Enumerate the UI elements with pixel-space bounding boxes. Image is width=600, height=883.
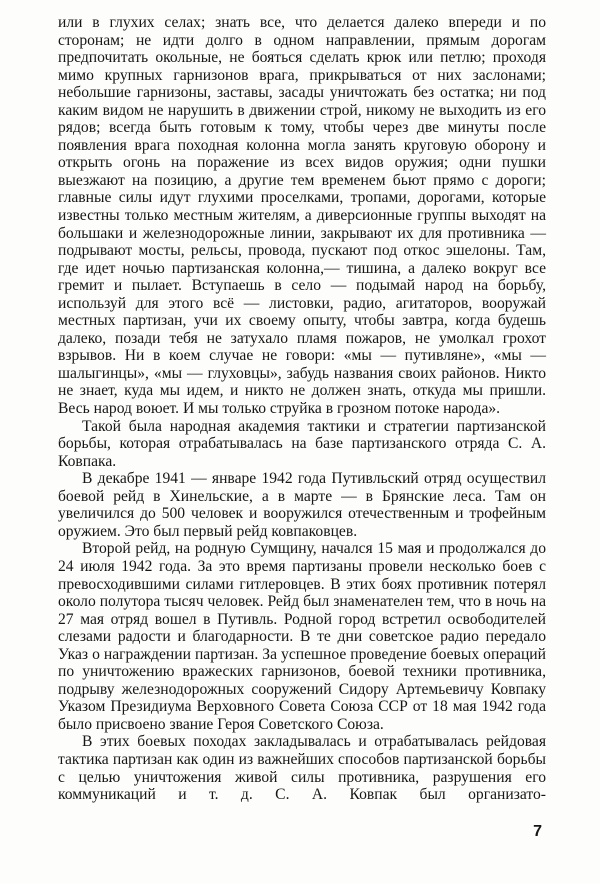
paragraph-second-raid: Второй рейд, на родную Сумщину, начался 15 мая и продолжался до 24 июля 1942 года. За это время партизаны провели несколько боев с превосходившими силами гитлеровцев. В этих боях противник потерял около полутора тысяч человек. Рейд был знаменателен тем, что в ночь на 27 мая отряд вошел в Путивль. Родной город встретил освободителей слезами радости и благодарности. В те дни советское радио передало Указ о награждении партизан. За успешное проведение боевых операций по уничтожению вражеских гарнизонов, боевой техники противника, подрыву железнодорожных сооружений Сидору Артемьевичу Ковпаку Указом Президиума Верховного Совета Союза ССР от 18 мая 1942 года было присвоено звание Героя Советского Союза. xyxy=(58,540,546,733)
paragraph-academy: Такой была народная академия тактики и стратегии партизанской борьбы, которая отрабатывалась на базе партизанского отряда С. А. Ковпака. xyxy=(58,417,546,470)
body-text xyxy=(58,14,546,804)
paragraph-raid-tactics: В этих боевых походах закладывалась и отрабатывалась рейдовая тактика партизан как один из важнейших способов партизанской борьбы с целью уничтожения живой силы противника, разрушения его коммуникаций и т. д. С. А. Ковпак был организато- xyxy=(58,733,546,804)
paragraph-first-raid: В декабре 1941 — январе 1942 года Путивльский отряд осуществил боевой рейд в Хинельские, а в марте — в Брянские леса. Там он увеличился до 500 человек и вооружился отечественным и трофейным оружием. Это был первый рейд ковпаковцев. xyxy=(58,470,546,540)
paragraph-quote-continuation: или в глухих селах; знать все, что делается далеко впереди и по сторонам; не идти долго в одном направлении, прямым дорогам предпочитать окольные, не бояться сделать крюк или петлю; проходя мимо крупных гарнизонов врага, прикрываться от них заслонами; небольшие гарнизоны, заставы, засады уничтожать без остатка; ни под каким видом не нарушить в движении строй, никому не выходить из его рядов; всегда быть готовым к тому, чтобы через две минуты после появления врага походная колонна могла занять круговую оборону и открыть огонь на поражение из всех видов оружия; одни пушки выезжают на позицию, а другие тем временем бьют прямо с дороги; главные силы идут глухими проселками, тропами, дорогами, которые известны только местным жителям, а диверсионные группы выходят на большаки и железнодорожные линии, закрывают их для противника — подрывают мосты, рельсы, провода, пускают под откос эшелоны. Там, где идет ночью партизанская колонна,— тишина, а далеко вокруг все гремит и пылает. Вступаешь в село — подымай народ на борьбу, используй для этого всё — листовки, радио, агитаторов, вооружай местных партизан, учи их своему опыту, чтобы завтра, когда будешь далеко, позади тебя не затухало пламя пожаров, не умолкал грохот взрывов. Ни в коем случае не говори: «мы — путивляне», «мы — шалыгинцы», «мы — глуховцы», забудь названия своих районов. Никто не знает, куда мы идем, и никто не должен знать, откуда мы пришли. Весь народ воюет. И мы только струйка в грозном потоке народа». xyxy=(58,14,546,418)
page-number: 7 xyxy=(533,823,542,840)
